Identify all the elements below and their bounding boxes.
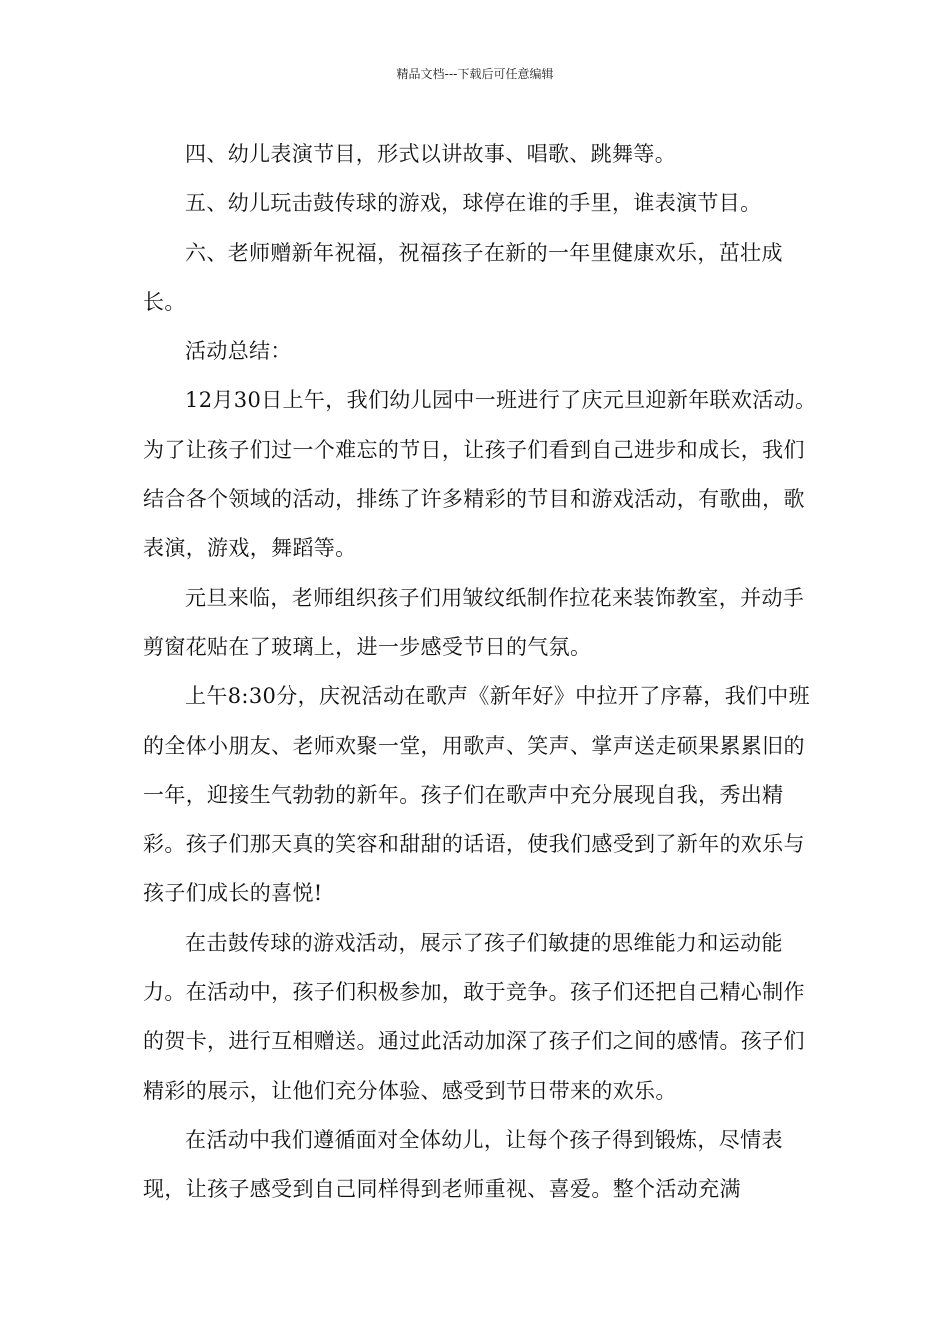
paragraph-item-5: 五、幼儿玩击鼓传球的游戏，球停在谁的手里，谁表演节目。 [185, 191, 762, 216]
summary-paragraph-3: 上午8:30分，庆祝活动在歌声《新年好》中拉开了序幕，我们中班的全体小朋友、老师欢聚一堂，用歌声、笑声、掌声送走硕果累累旧的一年，迎接生气勃勃的新年。孩子们在歌声中充分展现自我，秀出精彩。孩子们那天真的笑容和甜甜的话语，使我们感受到了新年的欢乐与孩子们成长的喜悦! [143, 684, 811, 906]
paragraph-item-6: 六、老师赠新年祝福，祝福孩子在新的一年里健康欢乐，茁壮成长。 [143, 240, 783, 314]
page-header: 精品文档---下载后可任意编辑 [396, 67, 554, 81]
summary-heading: 活动总结： [185, 339, 292, 364]
summary-paragraph-5: 在活动中我们遵循面对全体幼儿，让每个孩子得到锻炼，尽情表现，让孩子感受到自己同样得到老师重视、喜爱。整个活动充满 [143, 1127, 783, 1202]
summary-paragraph-4: 在击鼓传球的游戏活动，展示了孩子们敏捷的思维能力和运动能力。在活动中，孩子们积极参加，敢于竞争。孩子们还把自己精心制作的贺卡，进行互相赠送。通过此活动加深了孩子们之间的感情。孩子们精彩的展示，让他们充分体验、感受到节日带来的欢乐。 [143, 930, 805, 1103]
document-body [143, 130, 823, 1215]
summary-paragraph-2: 元旦来临，老师组织孩子们用皱纹纸制作拉花来装饰教室，并动手剪窗花贴在了玻璃上，进一步感受节日的气氛。 [143, 585, 805, 659]
summary-paragraph-1: 12月30日上午，我们幼儿园中一班进行了庆元旦迎新年联欢活动。为了让孩子们过一个难忘的节日，让孩子们看到自己进步和成长，我们结合各个领域的活动，排练了许多精彩的节目和游戏活动，有歌曲，歌表演，游戏，舞蹈等。 [143, 388, 817, 561]
paragraph-item-4: 四、幼儿表演节目，形式以讲故事、唱歌、跳舞等。 [185, 142, 677, 166]
